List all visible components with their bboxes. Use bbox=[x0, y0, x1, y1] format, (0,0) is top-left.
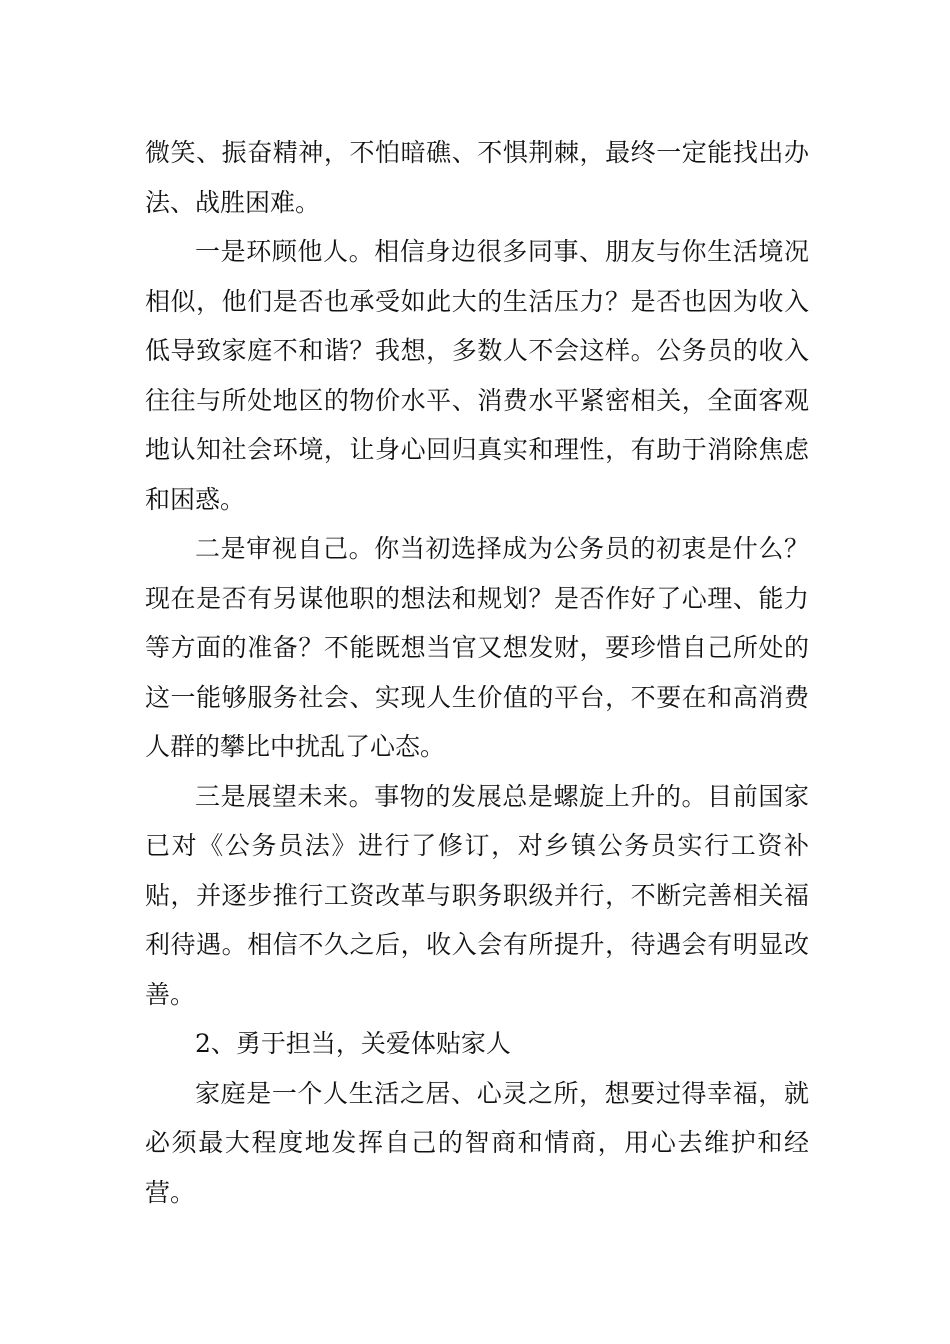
paragraph-family: 家庭是一个人生活之居、心灵之所，想要过得幸福，就必须最大程度地发挥自己的智商和情商，用心去维护和经营。 bbox=[145, 1078, 809, 1207]
paragraph-continuation: 微笑、振奋精神，不怕暗礁、不惧荆棘，最终一定能找出办法、战胜困难。 bbox=[145, 138, 809, 217]
paragraph-examine-self: 二是审视自己。你当初选择成为公务员的初衷是什么？现在是否有另谋他职的想法和规划？是否作好了心理、能力等方面的准备？不能既想当官又想发财，要珍惜自己所处的这一能够服务社会、实现人生价值的平台，不要在和高消费人群的攀比中扰乱了心态。 bbox=[145, 534, 809, 761]
paragraph-look-at-others: 一是环顾他人。相信身边很多同事、朋友与你生活境况相似，他们是否也承受如此大的生活压力？是否也因为收入低导致家庭不和谐？我想，多数人不会这样。公务员的收入往往与所处地区的物价水平、消费水平紧密相关，全面客观地认知社会环境，让身心回归真实和理性，有助于消除焦虑和困惑。 bbox=[145, 237, 809, 514]
document-body bbox=[145, 128, 809, 1217]
section-heading: 2、勇于担当，关爱体贴家人 bbox=[195, 1029, 511, 1058]
paragraph-look-to-future: 三是展望未来。事物的发展总是螺旋上升的。目前国家已对《公务员法》进行了修订，对乡镇公务员实行工资补贴，并逐步推行工资改革与职务职级并行，不断完善相关福利待遇。相信不久之后，收入会有所提升，待遇会有明显改善。 bbox=[145, 781, 809, 1009]
